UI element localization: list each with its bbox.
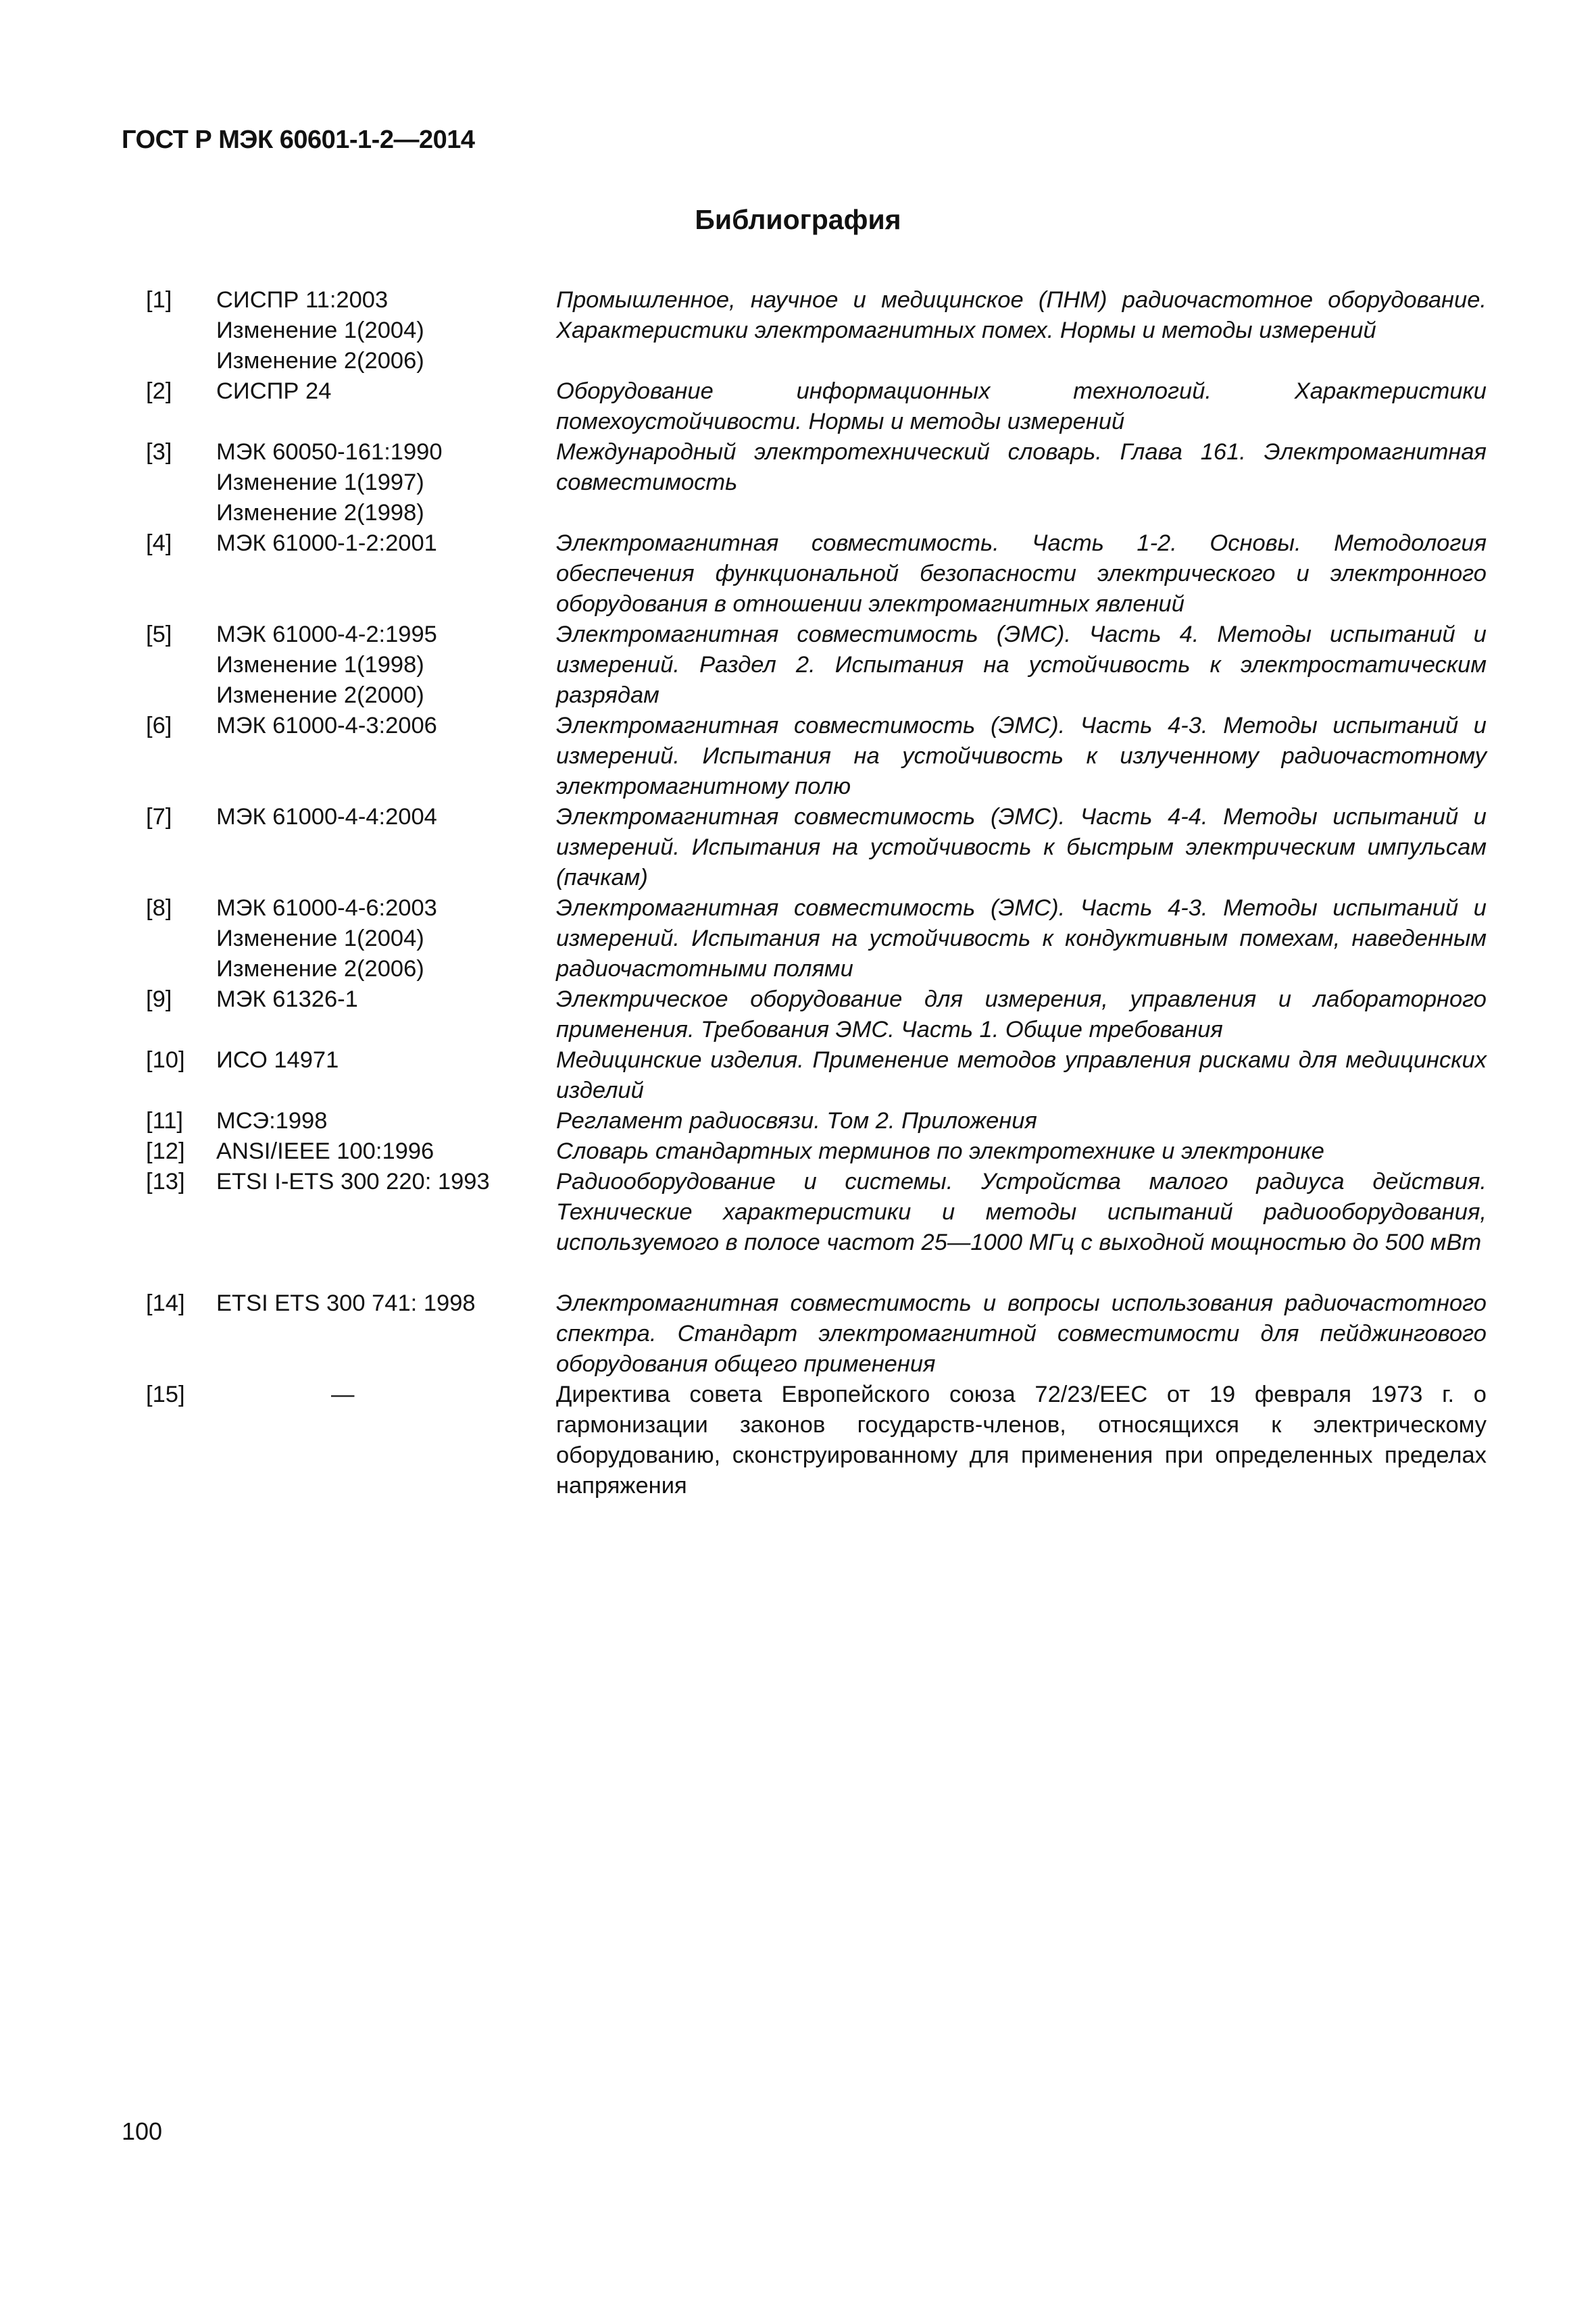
- standard-line: МЭК 61000-4-6:2003: [216, 895, 437, 921]
- bibliography-entry: [122, 1167, 1487, 1288]
- entry-description: Директива совета Европейского союза 72/23/ЕЕС от 19 февраля 1973 г. о гармонизации законов государств-членов, относящихся к электрическому оборудованию, сконструированному для применения при определенных пределах напряжения: [556, 1382, 1487, 1499]
- bibliography-entry: [122, 437, 1487, 528]
- entry-standard: [216, 437, 556, 528]
- entry-number: [14]: [146, 1290, 185, 1316]
- standard-line: Изменение 2(2000): [216, 682, 424, 708]
- entry-number: [15]: [146, 1382, 185, 1407]
- entry-standard: [216, 984, 556, 1045]
- bibliography-entry: [122, 376, 1487, 437]
- entry-standard: [216, 893, 556, 984]
- bibliography-list: [122, 285, 1487, 1501]
- standard-line: Изменение 2(2006): [216, 956, 424, 982]
- bibliography-entry: [122, 1136, 1487, 1167]
- bibliography-entry: [122, 984, 1487, 1045]
- entry-number: [11]: [146, 1108, 183, 1134]
- entry-description: Радиооборудование и системы. Устройства малого радиуса действия. Технические характеристики и методы испытаний радиооборудования, используемого в полосе частот 25—1000 МГц с выходной мощностью до 500 мВт: [556, 1169, 1487, 1255]
- bibliography-entry: [122, 893, 1487, 984]
- entry-standard: [216, 376, 556, 437]
- page-number: 100: [122, 2117, 163, 2145]
- entry-description: Электромагнитная совместимость (ЭМС). Часть 4-3. Методы испытаний и измерений. Испытания на устойчивость к излученному радиочастотному электромагнитному полю: [556, 713, 1487, 799]
- standard-line: ETSI ETS 300 741: 1998: [216, 1290, 476, 1316]
- standard-line: Изменение 1(1997): [216, 470, 424, 495]
- standard-line: МЭК 61000-4-4:2004: [216, 804, 437, 830]
- entry-number: [12]: [146, 1138, 185, 1164]
- bibliography-entry: [122, 802, 1487, 893]
- entry-description: Электромагнитная совместимость и вопросы использования радиочастотного спектра. Стандарт электромагнитной совместимости для пейджингового оборудования общего применения: [556, 1290, 1487, 1377]
- section-title: Библиография: [695, 204, 901, 235]
- standard-line: ETSI I-ETS 300 220: 1993: [216, 1169, 490, 1194]
- entry-description: Оборудование информационных технологий. Характеристики помехоустойчивости. Нормы и методы измерений: [556, 378, 1487, 434]
- standard-line: Изменение 1(2004): [216, 318, 424, 343]
- standard-line: СИСПР 11:2003: [216, 287, 389, 313]
- entry-description: Медицинские изделия. Применение методов управления рисками для медицинских изделий: [556, 1047, 1487, 1103]
- entry-standard: [216, 1136, 556, 1167]
- standard-line: Изменение 1(2004): [216, 926, 424, 951]
- document-header: ГОСТ Р МЭК 60601-1-2—2014: [122, 126, 475, 154]
- standard-line: МЭК 61326-1: [216, 986, 358, 1012]
- bibliography-entry: [122, 285, 1487, 376]
- bibliography-entry: [122, 1288, 1487, 1380]
- standard-line: Изменение 2(2006): [216, 348, 424, 374]
- entry-standard: [216, 802, 556, 893]
- bibliography-entry: [122, 1045, 1487, 1106]
- entry-description: Международный электротехнический словарь. Глава 161. Электромагнитная совместимость: [556, 439, 1487, 495]
- bibliography-entry: [122, 711, 1487, 802]
- entry-description: Промышленное, научное и медицинское (ПНМ) радиочастотное оборудование. Характеристики электромагнитных помех. Нормы и методы измерений: [556, 287, 1487, 343]
- standard-line: СИСПР 24: [216, 378, 332, 404]
- entry-number: [2]: [146, 378, 172, 404]
- entry-number: [3]: [146, 439, 172, 465]
- standard-line: МЭК 61000-4-2:1995: [216, 622, 437, 647]
- bibliography-entry: [122, 528, 1487, 620]
- entry-description: Словарь стандартных терминов по электротехнике и электронике: [556, 1138, 1324, 1164]
- entry-number: [13]: [146, 1169, 185, 1194]
- entry-number: [10]: [146, 1047, 185, 1073]
- standard-line: МЭК 61000-1-2:2001: [216, 530, 437, 556]
- entry-number: [6]: [146, 713, 172, 738]
- standard-line: —: [331, 1382, 355, 1407]
- entry-standard: [216, 285, 556, 376]
- entry-standard: [216, 1045, 556, 1106]
- bibliography-entry: [122, 620, 1487, 711]
- entry-standard: [216, 528, 556, 620]
- entry-standard: [216, 620, 556, 711]
- standard-line: МСЭ:1998: [216, 1108, 328, 1134]
- entry-standard: [216, 711, 556, 802]
- standard-line: МЭК 60050-161:1990: [216, 439, 443, 465]
- entry-description: Регламент радиосвязи. Том 2. Приложения: [556, 1108, 1037, 1134]
- entry-description: Электромагнитная совместимость (ЭМС). Часть 4-4. Методы испытаний и измерений. Испытания на устойчивость к быстрым электрическим импульсам (пачкам): [556, 804, 1487, 890]
- standard-line: ИСО 14971: [216, 1047, 339, 1073]
- entry-number: [7]: [146, 804, 172, 830]
- standard-line: Изменение 2(1998): [216, 500, 424, 526]
- entry-standard: [216, 1288, 556, 1380]
- bibliography-entry: [122, 1106, 1487, 1136]
- standard-line: МЭК 61000-4-3:2006: [216, 713, 437, 738]
- entry-standard: [216, 1167, 556, 1288]
- entry-number: [5]: [146, 622, 172, 647]
- bibliography-entry: [122, 1380, 1487, 1501]
- entry-standard: [216, 1380, 556, 1501]
- entry-number: [8]: [146, 895, 172, 921]
- entry-number: [9]: [146, 986, 172, 1012]
- entry-description: Электромагнитная совместимость (ЭМС). Часть 4. Методы испытаний и измерений. Раздел 2. Испытания на устойчивость к электростатическим разрядам: [556, 622, 1487, 708]
- entry-number: [4]: [146, 530, 172, 556]
- entry-description: Электромагнитная совместимость. Часть 1-2. Основы. Методология обеспечения функциональной безопасности электрического и электронного оборудования в отношении электромагнитных явлений: [556, 530, 1487, 617]
- standard-line: ANSI/IEEE 100:1996: [216, 1138, 434, 1164]
- standard-line: Изменение 1(1998): [216, 652, 424, 678]
- entry-description: Электромагнитная совместимость (ЭМС). Часть 4-3. Методы испытаний и измерений. Испытания на устойчивость к кондуктивным помехам, наведенным радиочастотными полями: [556, 895, 1487, 982]
- entry-number: [1]: [146, 287, 172, 313]
- entry-standard: [216, 1106, 556, 1136]
- entry-description: Электрическое оборудование для измерения, управления и лабораторного применения. Требования ЭМС. Часть 1. Общие требования: [556, 986, 1487, 1042]
